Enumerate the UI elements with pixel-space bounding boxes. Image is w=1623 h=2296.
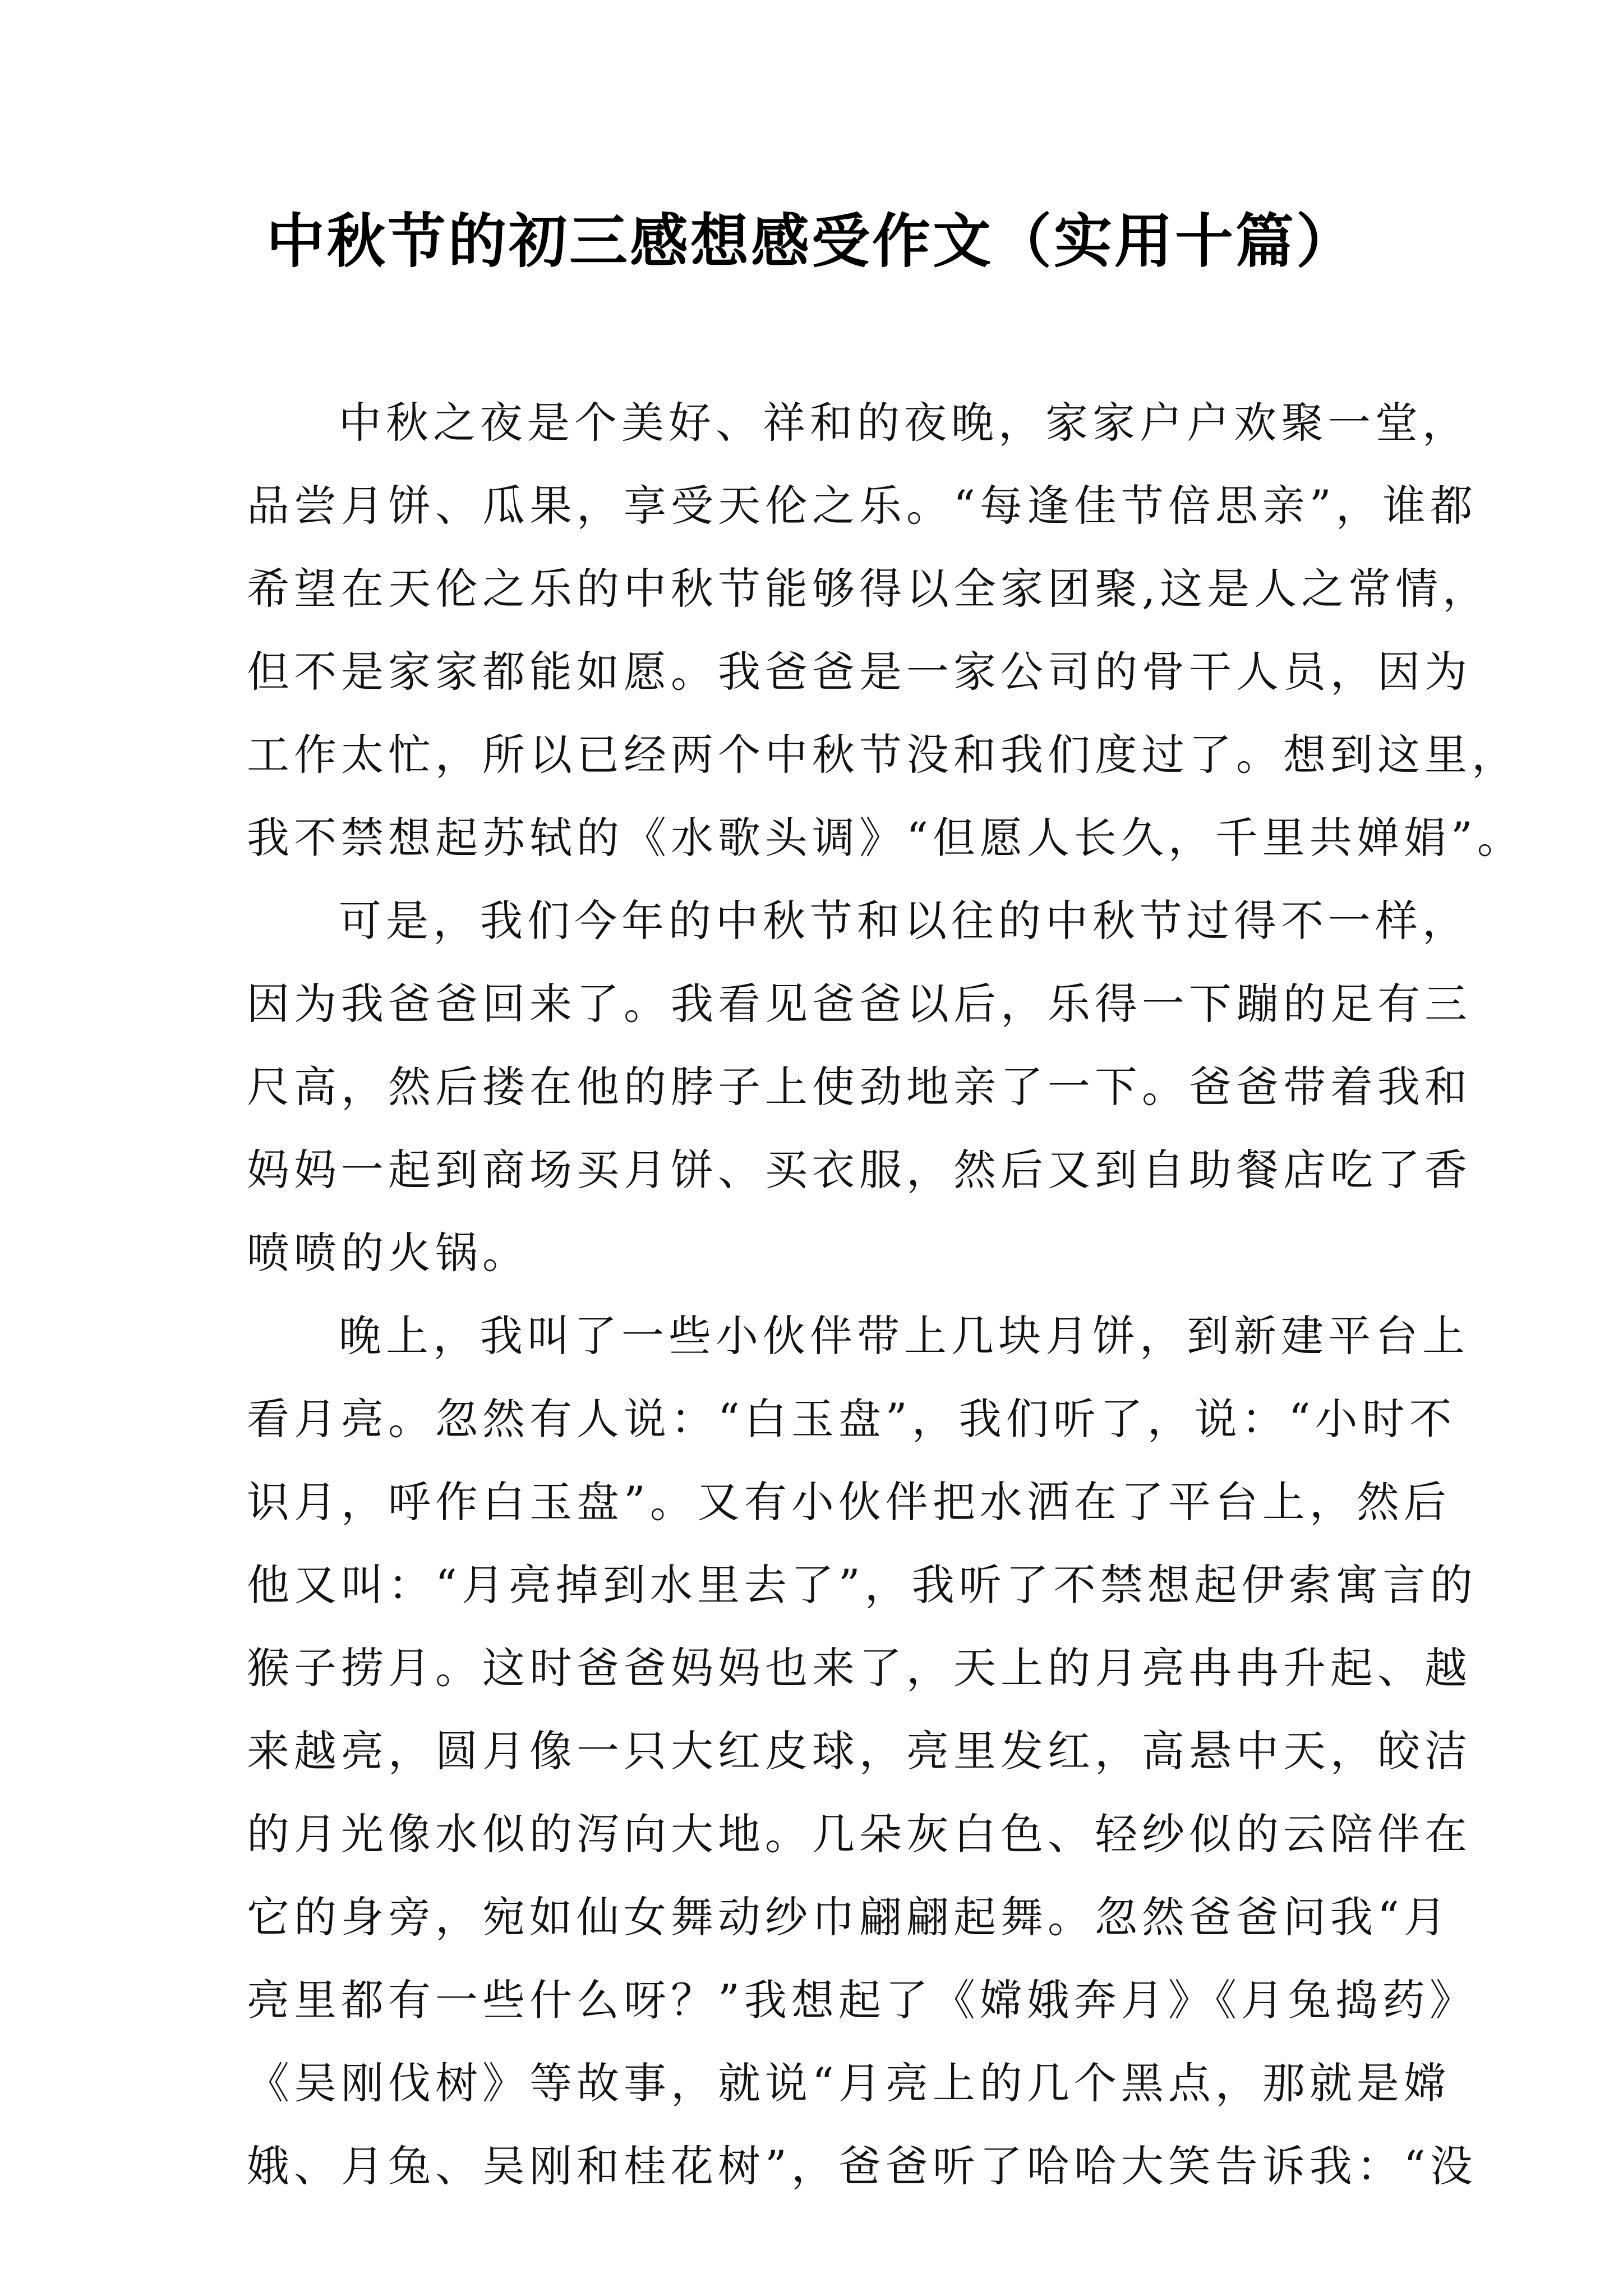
paragraph-line: 晚上，我叫了一些小伙伴带上几块月饼，到新建平台上 [339,1311,1469,1361]
paragraph-line: 我不禁想起苏轼的《水歌头调》“但愿人长久，千里共婵娟”。 [247,813,1524,863]
paragraph-line: 娥、月兔、吴刚和桂花树”，爸爸听了哈哈大笑告诉我：“没 [247,2141,1477,2191]
paragraph-line: 他又叫：“月亮掉到水里去了”，我听了不禁想起伊索寓言的 [247,1560,1477,1610]
paragraph-line: 《吴刚伐树》等故事，就说“月亮上的几个黑点，那就是嫦 [247,2058,1451,2108]
paragraph-line: 可是，我们今年的中秋节和以往的中秋节过得不一样， [339,896,1469,946]
paragraph-line: 识月，呼作白玉盘”。又有小伙伴把水洒在了平台上，然后 [247,1477,1451,1527]
paragraph-line: 亮里都有一些什么呀？”我想起了《嫦娥奔月》《月兔捣药》 [247,1975,1477,2025]
paragraph-line: 尺高，然后搂在他的脖子上使劲地亲了一下。爸爸带着我和 [247,1062,1472,1112]
paragraph-line: 工作太忙，所以已经两个中秋节没和我们度过了。想到这里， [247,730,1519,780]
paragraph-line: 看月亮。忽然有人说：“白玉盘”，我们听了，说：“小时不 [247,1394,1456,1444]
paragraph-line: 喷喷的火锅。 [247,1228,529,1278]
paragraph-line: 妈妈一起到商场买月饼、买衣服，然后又到自助餐店吃了香 [247,1145,1472,1195]
document-body [247,381,1524,2208]
paragraph-line: 因为我爸爸回来了。我看见爸爸以后，乐得一下蹦的足有三 [247,979,1472,1029]
paragraph-line: 来越亮，圆月像一只大红皮球，亮里发红，高悬中天，皎洁 [247,1726,1472,1776]
paragraph-line: 猴子捞月。这时爸爸妈妈也来了，天上的月亮冉冉升起、越 [247,1643,1472,1693]
paragraph-line: 但不是家家都能如愿。我爸爸是一家公司的骨干人员，因为 [247,647,1472,697]
paragraph-line: 的月光像水似的泻向大地。几朵灰白色、轻纱似的云陪伴在 [247,1809,1472,1859]
paragraph-line: 希望在天伦之乐的中秋节能够得以全家团聚,这是人之常情， [247,564,1490,614]
paragraph-line: 品尝月饼、瓜果，享受天伦之乐。“每逢佳节倍思亲”，谁都 [247,481,1477,531]
document-title: 中秋节的初三感想感受作文（实用十篇） [266,207,1357,275]
paragraph-line: 中秋之夜是个美好、祥和的夜晚，家家户户欢聚一堂， [339,398,1469,448]
paragraph-line: 它的身旁，宛如仙女舞动纱巾翩翩起舞。忽然爸爸问我“月 [247,1892,1451,1942]
